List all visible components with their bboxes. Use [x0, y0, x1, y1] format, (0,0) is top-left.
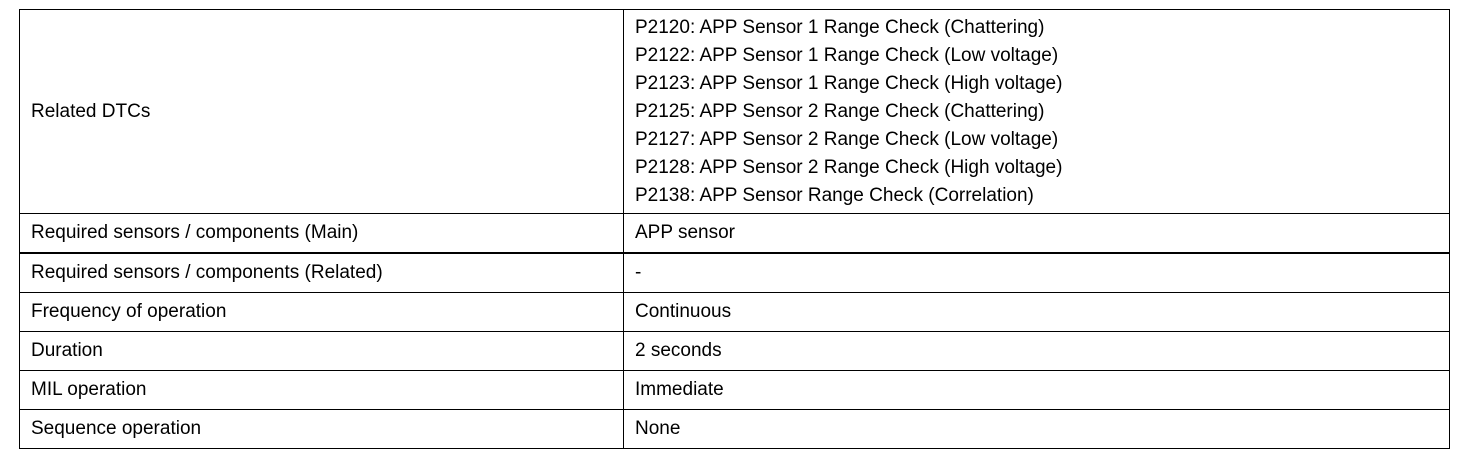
table-row [20, 253, 1450, 293]
row-value: 2 seconds [624, 332, 1450, 371]
table-row [20, 410, 1450, 449]
table-row [20, 332, 1450, 371]
row-label: Frequency of operation [20, 293, 624, 332]
row-label: MIL operation [20, 371, 624, 410]
row-label: Required sensors / components (Main) [20, 214, 624, 254]
row-label: Duration [20, 332, 624, 371]
row-value: None [624, 410, 1450, 449]
dtc-item: P2125: APP Sensor 2 Range Check (Chattering) [635, 100, 1045, 122]
dtc-item: P2123: APP Sensor 1 Range Check (High voltage) [635, 72, 1063, 94]
monitor-spec-table [19, 9, 1450, 449]
dtc-list [635, 14, 1438, 210]
dtc-item: P2128: APP Sensor 2 Range Check (High voltage) [635, 156, 1063, 178]
row-value: Continuous [624, 293, 1450, 332]
dtc-item: P2138: APP Sensor Range Check (Correlation) [635, 184, 1034, 206]
dtc-item: P2120: APP Sensor 1 Range Check (Chattering) [635, 16, 1045, 38]
row-value: Immediate [624, 371, 1450, 410]
dtc-item: P2122: APP Sensor 1 Range Check (Low voltage) [635, 44, 1059, 66]
table-row [20, 214, 1450, 254]
row-label: Sequence operation [20, 410, 624, 449]
dtc-item: P2127: APP Sensor 2 Range Check (Low voltage) [635, 128, 1059, 150]
table-row [20, 293, 1450, 332]
table-row [20, 10, 1450, 214]
table-row [20, 371, 1450, 410]
row-label: Required sensors / components (Related) [20, 253, 624, 293]
row-value: - [624, 253, 1450, 293]
row-value [624, 10, 1450, 214]
row-label: Related DTCs [20, 10, 624, 214]
row-value: APP sensor [624, 214, 1450, 254]
